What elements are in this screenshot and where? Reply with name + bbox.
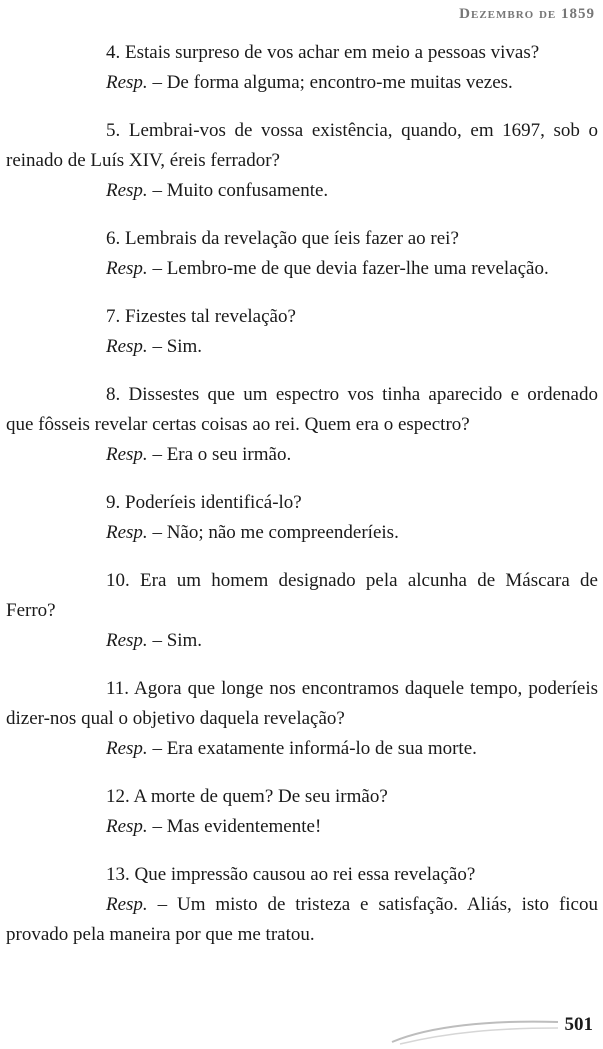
page-number: 501 bbox=[564, 1014, 593, 1035]
question-text: 9. Poderíeis identificá-lo? bbox=[106, 492, 302, 513]
answer-text: – Sim. bbox=[152, 336, 203, 357]
question-text: 7. Fizestes tal revelação? bbox=[106, 306, 296, 327]
answer-text: – Sim. bbox=[152, 630, 203, 651]
resp-label: Resp. bbox=[106, 72, 148, 93]
question-text: 4. Estais surpreso de vos achar em meio a pessoas vivas? bbox=[106, 42, 540, 63]
question-text: 11. Agora que longe nos encontramos daquele tempo, poderíeis dizer-nos qual o objetivo daquela revelação? bbox=[6, 678, 598, 729]
qa-item-10 bbox=[6, 566, 598, 656]
answer-text: – Era o seu irmão. bbox=[152, 444, 292, 465]
resp-label: Resp. bbox=[106, 522, 148, 543]
answer-text: – Lembro-me de que devia fazer-lhe uma revelação. bbox=[152, 258, 549, 279]
question-text: 5. Lembrai-vos de vossa existência, quando, em 1697, sob o reinado de Luís XIV, éreis ferrador? bbox=[6, 120, 598, 171]
answer-text: – Não; não me compreenderíeis. bbox=[152, 522, 399, 543]
answer bbox=[6, 812, 598, 842]
qa-item-13 bbox=[6, 860, 598, 950]
running-header: Dezembro de 1859 bbox=[459, 6, 595, 22]
resp-label: Resp. bbox=[106, 816, 148, 837]
qa-item-11 bbox=[6, 674, 598, 764]
qa-item-6 bbox=[6, 224, 598, 284]
answer-text: – Um misto de tristeza e satisfação. Aliás, isto ficou provado pela maneira por que me tratou. bbox=[6, 894, 598, 945]
question-text: 10. Era um homem designado pela alcunha de Máscara de Ferro? bbox=[6, 570, 598, 621]
qa-item-8 bbox=[6, 380, 598, 470]
resp-label: Resp. bbox=[106, 738, 148, 759]
answer bbox=[6, 176, 598, 206]
document-body bbox=[6, 38, 598, 968]
resp-label: Resp. bbox=[106, 630, 148, 651]
answer bbox=[6, 332, 598, 362]
qa-item-9 bbox=[6, 488, 598, 548]
qa-item-4 bbox=[6, 38, 598, 98]
answer bbox=[6, 626, 598, 656]
question-text: 8. Dissestes que um espectro vos tinha aparecido e ordenado que fôsseis revelar certas coisas ao rei. Quem era o espectro? bbox=[6, 384, 598, 435]
question-text: 13. Que impressão causou ao rei essa revelação? bbox=[106, 864, 476, 885]
resp-label: Resp. bbox=[106, 444, 148, 465]
resp-label: Resp. bbox=[106, 258, 148, 279]
answer-text: – De forma alguma; encontro-me muitas vezes. bbox=[152, 72, 513, 93]
answer-text: – Mas evidentemente! bbox=[152, 816, 322, 837]
answer bbox=[6, 518, 598, 548]
question-text: 6. Lembrais da revelação que íeis fazer ao rei? bbox=[106, 228, 459, 249]
answer bbox=[6, 734, 598, 764]
footer-swoosh-ornament bbox=[390, 1016, 560, 1046]
answer bbox=[6, 890, 598, 950]
qa-item-5 bbox=[6, 116, 598, 206]
answer bbox=[6, 440, 598, 470]
answer-text: – Muito confusamente. bbox=[152, 180, 329, 201]
answer bbox=[6, 68, 598, 98]
answer-text: – Era exatamente informá-lo de sua morte. bbox=[152, 738, 477, 759]
resp-label: Resp. bbox=[106, 180, 148, 201]
resp-label: Resp. bbox=[106, 894, 148, 915]
answer bbox=[6, 254, 598, 284]
qa-item-7 bbox=[6, 302, 598, 362]
qa-item-12 bbox=[6, 782, 598, 842]
question-text: 12. A morte de quem? De seu irmão? bbox=[106, 786, 388, 807]
resp-label: Resp. bbox=[106, 336, 148, 357]
